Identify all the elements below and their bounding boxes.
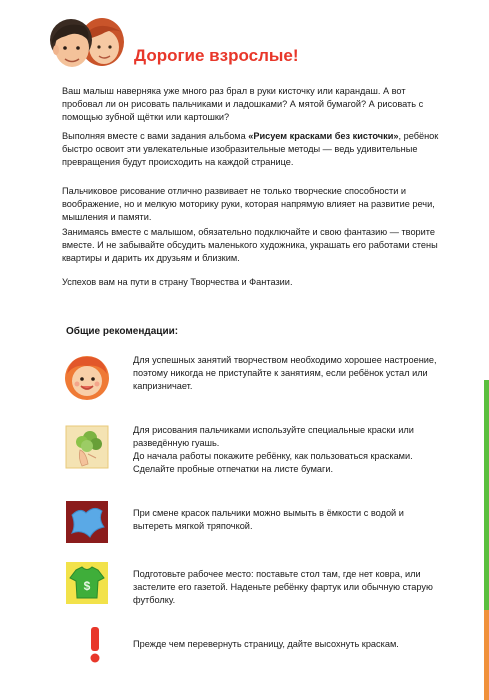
happy-child-face-icon bbox=[62, 352, 112, 402]
exclamation-icon bbox=[80, 625, 110, 665]
recommendation-4-text: Подготовьте рабочее место: поставьте стол там, где нет ковра, или застелите его газетой. Наденьте ребёнку фартук или обычную старую футболку. bbox=[133, 569, 433, 605]
recommendation-5-text: Прежде чем перевернуть страницу, дайте высохнуть краскам. bbox=[133, 639, 399, 649]
recommendations-title: Общие рекомендации: bbox=[66, 326, 179, 337]
intro-paragraph-5: Успехов вам на пути в страну Творчества и Фантазии. bbox=[62, 277, 293, 287]
intro-paragraph-4: Занимаясь вместе с малышом, обязательно подключайте и свою фантазию — творите вместе. И не забывайте обсудить маленького художника, украшать его работами стены квартиры и дарить их друзьям и близким. bbox=[62, 227, 438, 263]
album-title: «Рисуем красками без кисточки» bbox=[248, 131, 399, 141]
edge-stripe-orange bbox=[484, 610, 489, 700]
intro-paragraph-2 bbox=[62, 130, 440, 169]
page-title: Дорогие взрослые! bbox=[134, 46, 299, 65]
intro-paragraph-2-lead: Выполняя вместе с вами задания альбома bbox=[62, 131, 249, 141]
green-tshirt-icon bbox=[62, 558, 112, 608]
recommendation-1-text: Для успешных занятий творчеством необходимо хорошее настроение, поэтому никогда не приступайте к занятиям, если ребёнок устал или капризничает. bbox=[133, 355, 437, 391]
intro-paragraph-2-comma: , bbox=[398, 131, 402, 141]
svg-text:$: $ bbox=[83, 579, 91, 593]
boy-and-girl-faces-icon bbox=[38, 10, 133, 72]
cloth-rag-icon bbox=[62, 497, 112, 547]
edge-stripe-green bbox=[484, 380, 489, 610]
hand-paint-print-icon bbox=[62, 422, 112, 472]
recommendation-2-text: Для рисования пальчиками используйте специальные краски или разведённую гуашь. До начала работы покажите ребёнку, как пользоваться красками. Сделайте пробные отпечатки на листе бумаги. bbox=[133, 425, 414, 474]
recommendation-3-text: При смене красок пальчики можно вымыть в ёмкости с водой и вытереть мягкой тряпочкой. bbox=[133, 508, 404, 531]
intro-paragraph-1: Ваш малыш наверняка уже много раз брал в руки кисточку или карандаш. А вот пробовал ли он рисовать пальчиками и ладошками? А мятой бумагой? А рисовать с помощью зубной щётки или картошки? bbox=[62, 86, 424, 122]
intro-paragraph-3: Пальчиковое рисование отлично развивает не только творческие способности и воображение, но и мелкую моторику руки, которая напрямую влияет на развитие речи, мышления и памяти. bbox=[62, 186, 435, 222]
intro-paragraph-2-rest: ребёнок быстро освоит эти увлекательные изобразительные методы — ведь удивительные превращения будут происходить на каждой странице. bbox=[62, 131, 439, 167]
